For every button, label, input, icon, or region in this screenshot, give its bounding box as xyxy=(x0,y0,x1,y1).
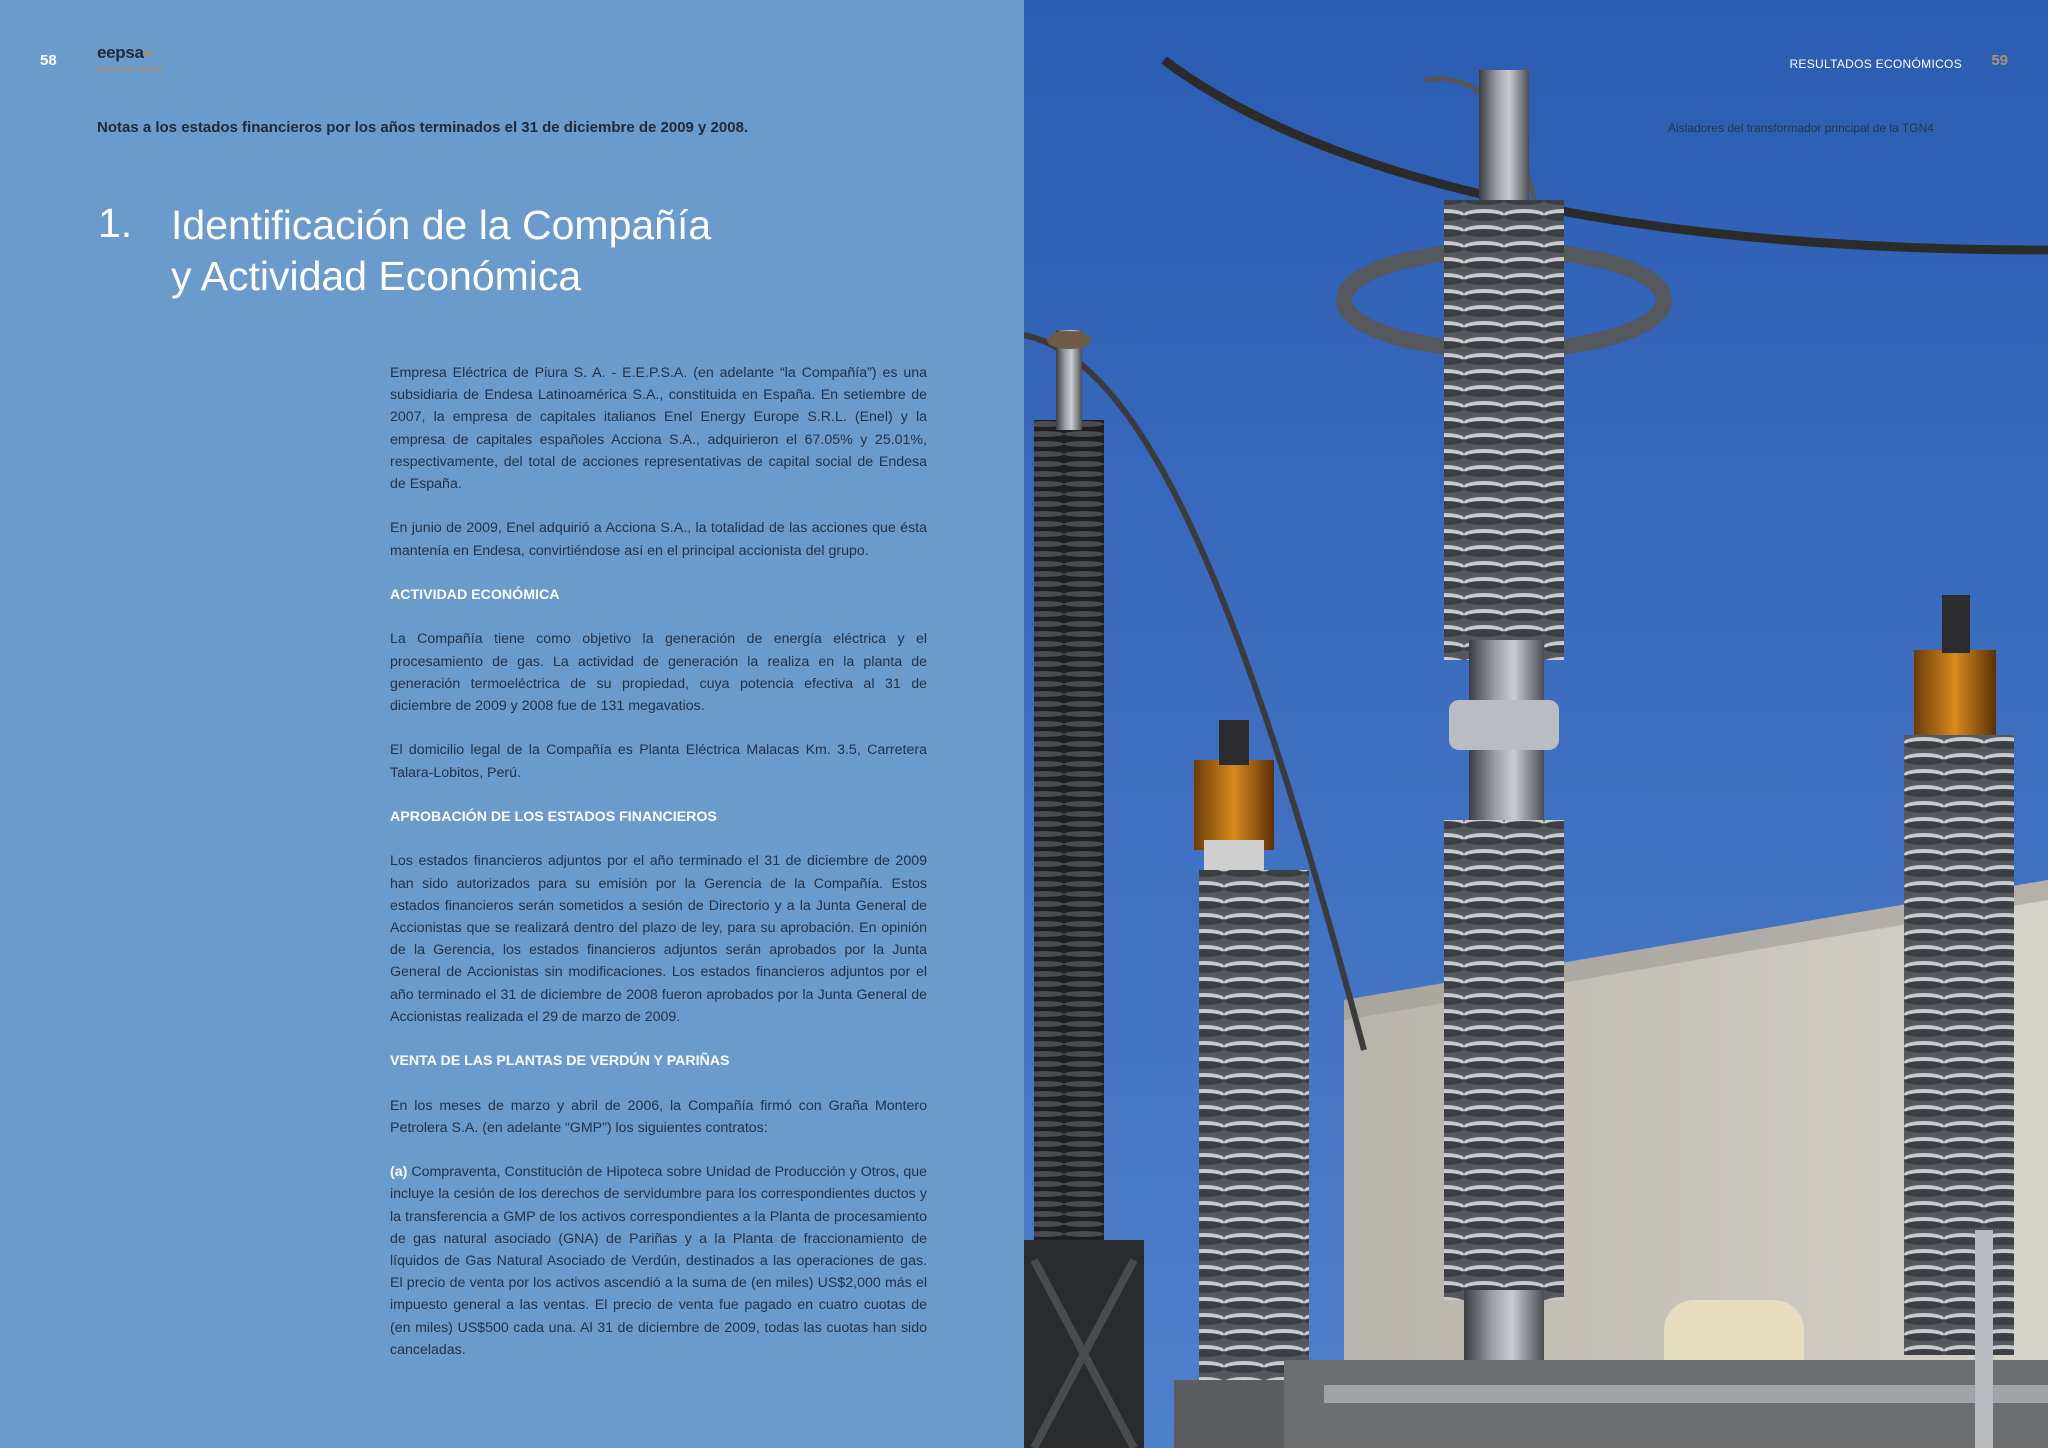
paragraph-6: En los meses de marzo y abril de 2006, la Compañía firmó con Graña Montero Petrolera S.A. (en adelante “GMP”) los siguientes contratos: xyxy=(390,1097,927,1136)
paragraph-7-text: Compraventa, Constitución de Hipoteca sobre Unidad de Producción y Otros, que incluye la cesión de los derechos de servidumbre para los correspondientes ductos y la transferencia a GMP de los activos correspondientes a la Planta de procesamiento de gas natural asociado (GNA) de Pariñas y a la Planta de fraccionamiento de líquidos de Gas Natural Asociado de Verdún, destinados a las operaciones de gas. El precio de venta por los activos ascendió a la suma de (en miles) US$2,000 más el impuesto general a las ventas. El precio de venta fue pagado en cuatro cuotas de (en miles) US$500 cada una. Al 31 de diciembre de 2009, todas las cuotas han sido canceladas. xyxy=(390,1164,927,1358)
notes-heading: Notas a los estados financieros por los años terminados el 31 de diciembre de 2009 y 2008. xyxy=(97,119,749,136)
subheading-venta: VENTA DE LAS PLANTAS DE VERDÚN Y PARIÑAS xyxy=(390,1053,730,1070)
paragraph-4: El domicilio legal de la Compañía es Planta Eléctrica Malacas Km. 3.5, Carretera Talara-Lobitos, Perú. xyxy=(390,742,927,781)
section-title-line-2: y Actividad Económica xyxy=(171,253,582,299)
page-number-right: 59 xyxy=(1991,52,2008,69)
eepsa-logo xyxy=(97,43,153,63)
subheading-actividad: ACTIVIDAD ECONÓMICA xyxy=(390,587,560,603)
subheading-aprobacion: APROBACIÓN DE LOS ESTADOS FINANCIEROS xyxy=(390,808,717,825)
paragraph-3: La Compañía tiene como objetivo la generación de energía eléctrica y el procesamiento de gas. La actividad de generación la realiza en la planta de generación termoeléctrica de su propiedad, cuya potencia efectiva al 31 de diciembre de 2009 y 2008 fue de 131 megavatios. xyxy=(390,631,927,714)
right-page xyxy=(1024,0,2048,1448)
logo-text: eepsa xyxy=(97,43,144,62)
paragraph-5: Los estados financieros adjuntos por el año terminado el 31 de diciembre de 2009 han sido autorizados para su emisión por la Gerencia de la Compañía. Estos estados financieros serán sometidos a sesión de Directorio y a la Junta General de Accionistas que se realizará dentro del plazo de ley, para su aprobación. En opinión de la Gerencia, los estados financieros adjuntos serán aprobados por la Junta General de Accionistas sin modificaciones. Los estados financieros adjuntos por el año terminado el 31 de diciembre de 2008 fueron aprobados por la Junta General de Accionistas realizada el 29 de marzo de 2009. xyxy=(390,853,927,1025)
logo-mark: ee xyxy=(143,48,154,58)
logo-subtitle: memoria anual xyxy=(97,64,164,74)
insulators-photo xyxy=(1024,0,2048,1448)
paragraph-2: En junio de 2009, Enel adquirió a Acciona S.A., la totalidad de las acciones que ésta mantenía en Endesa, convirtiéndose así en el principal accionista del grupo. xyxy=(390,520,927,559)
item-label-a: (a) xyxy=(390,1164,408,1181)
section-title-line-1: Identificación de la Compañía xyxy=(171,202,712,248)
section-title xyxy=(171,200,811,302)
body-text xyxy=(390,362,927,1383)
section-label-right: RESULTADOS ECONÓMICOS xyxy=(1789,57,1962,71)
section-number: 1. xyxy=(98,200,133,246)
page-number-left: 58 xyxy=(40,52,57,69)
paragraph-1: Empresa Eléctrica de Piura S. A. - E.E.P.S.A. (en adelante “la Compañía”) es una subsidiaria de Endesa Latinoamérica S.A., constituida en España. En setiembre de 2007, la empresa de capitales italianos Enel Energy Europe S.R.L. (Enel) y la empresa de capitales españoles Acciona S.A., adquirieron el 67.05% y 25.01%, respectivamente, del total de acciones representativas de capital social de Endesa de España. xyxy=(390,365,927,493)
paragraph-7 xyxy=(390,1161,927,1361)
photo-caption: Aisladores del transformador principal de la TGN4 xyxy=(1668,121,1934,135)
